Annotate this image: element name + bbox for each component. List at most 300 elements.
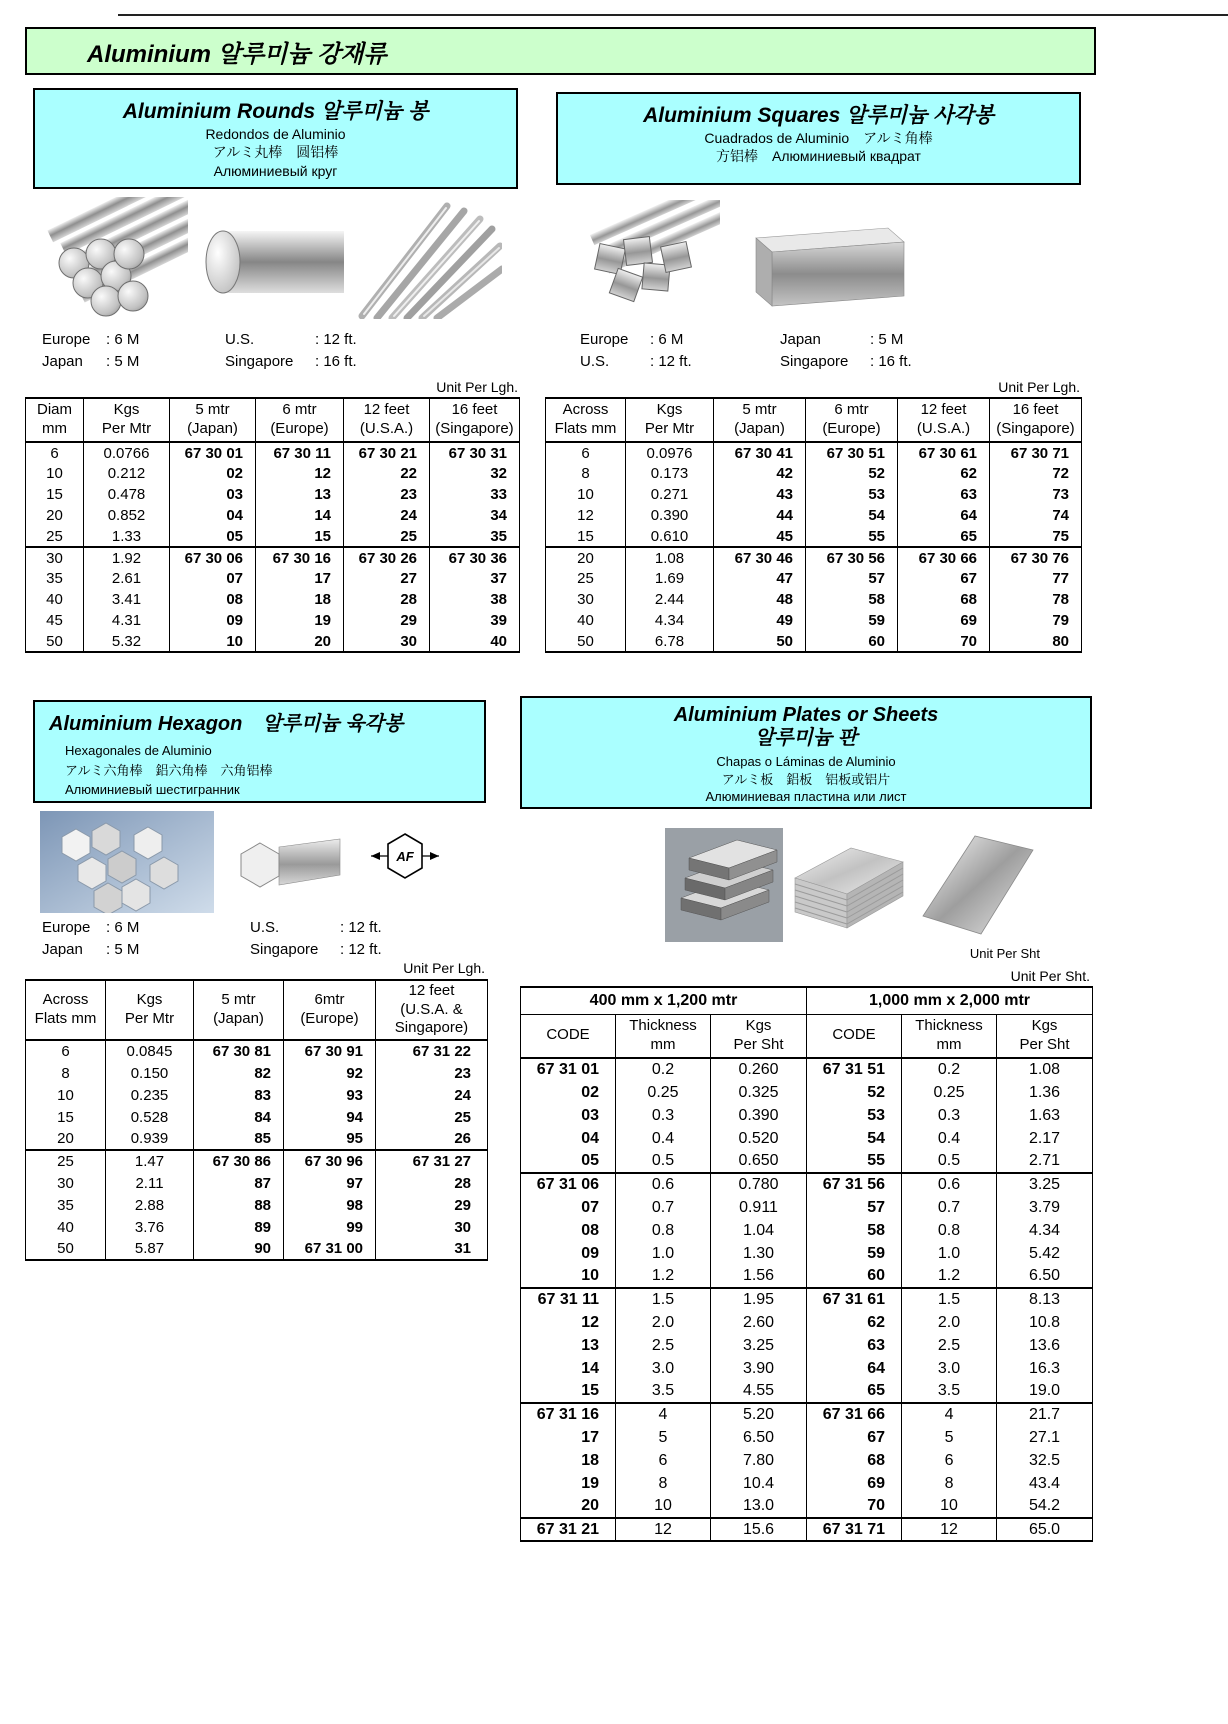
table-row	[546, 505, 1082, 526]
kgs-cell: 0.528	[106, 1106, 194, 1128]
code-cell: 12	[521, 1311, 616, 1334]
code-cell: 83	[194, 1084, 284, 1106]
table-row	[521, 1242, 1093, 1265]
table-row	[521, 1150, 1093, 1173]
rounds-table-body	[26, 442, 520, 652]
code-cell: 67 30 96	[284, 1150, 376, 1172]
thickness-cell: 4	[902, 1403, 997, 1426]
length-line: Singapore : 16 ft.	[780, 353, 912, 370]
code-cell: 03	[170, 484, 256, 505]
plates-title-line1: Aluminium Plates or Sheets	[673, 704, 939, 726]
code-cell: 78	[990, 589, 1082, 610]
kgs-cell: 21.7	[997, 1403, 1093, 1426]
squares-subtitle: Cuadrados de Aluminio アルミ角棒	[704, 130, 933, 146]
table-row	[521, 1196, 1093, 1219]
code-cell: 52	[807, 1081, 902, 1104]
table-header-cell: 5 mtr (Japan)	[170, 398, 256, 442]
code-cell: 67 31 66	[807, 1403, 902, 1426]
kgs-cell: 7.80	[711, 1449, 807, 1472]
thickness-cell: 0.4	[902, 1127, 997, 1150]
kgs-cell: 4.34	[626, 610, 714, 631]
code-cell: 68	[807, 1449, 902, 1472]
table-row	[521, 1219, 1093, 1242]
flats-cell: 30	[26, 1172, 106, 1194]
kgs-cell: 65.0	[997, 1518, 1093, 1541]
code-cell: 18	[256, 589, 344, 610]
thickness-cell: 0.8	[616, 1219, 711, 1242]
table-row	[26, 547, 520, 568]
code-cell: 04	[170, 505, 256, 526]
rounds-section-header	[33, 88, 518, 189]
table-row	[546, 442, 1082, 463]
plates-section-header	[520, 696, 1092, 809]
table-header-cell: Thickness mm	[902, 1014, 997, 1058]
code-cell: 67 30 41	[714, 442, 806, 463]
kgs-cell: 13.0	[711, 1495, 807, 1518]
code-cell: 29	[344, 610, 430, 631]
code-cell: 67 31 22	[376, 1040, 488, 1062]
code-cell: 43	[714, 484, 806, 505]
table-row	[521, 1081, 1093, 1104]
across-flats-diagram	[368, 827, 442, 885]
thickness-cell: 0.5	[902, 1150, 997, 1173]
code-cell: 67 30 36	[430, 547, 520, 568]
kgs-cell: 2.71	[997, 1150, 1093, 1173]
code-cell: 30	[376, 1216, 488, 1238]
code-cell: 07	[521, 1196, 616, 1219]
table-row	[546, 610, 1082, 631]
code-cell: 67 30 46	[714, 547, 806, 568]
code-cell: 45	[714, 526, 806, 547]
squares-table	[545, 397, 1082, 653]
code-cell: 02	[170, 463, 256, 484]
code-cell: 52	[806, 463, 898, 484]
code-cell: 58	[806, 589, 898, 610]
code-cell: 31	[376, 1238, 488, 1260]
kgs-cell: 0.0976	[626, 442, 714, 463]
kgs-cell: 32.5	[997, 1449, 1093, 1472]
code-cell: 63	[898, 484, 990, 505]
squares-section-header	[556, 92, 1081, 185]
table-header-cell: Across Flats mm	[546, 398, 626, 442]
kgs-cell: 1.30	[711, 1242, 807, 1265]
thickness-cell: 12	[902, 1518, 997, 1541]
kgs-cell: 1.08	[626, 547, 714, 568]
length-line: Japan : 5 M	[780, 331, 904, 348]
kgs-cell: 1.56	[711, 1265, 807, 1288]
kgs-cell: 1.92	[84, 547, 170, 568]
group-header-cell: 400 mm x 1,200 mtr	[521, 987, 807, 1014]
code-cell: 67 30 81	[194, 1040, 284, 1062]
code-cell: 69	[898, 610, 990, 631]
table-header-cell: Kgs Per Mtr	[626, 398, 714, 442]
code-cell: 35	[430, 526, 520, 547]
thickness-cell: 2.5	[616, 1334, 711, 1357]
kgs-cell: 0.271	[626, 484, 714, 505]
thickness-cell: 3.0	[902, 1357, 997, 1380]
table-row	[26, 589, 520, 610]
code-cell: 62	[898, 463, 990, 484]
page-top-rule	[118, 14, 1228, 16]
table-row	[26, 610, 520, 631]
squares-subtitle: 方铝棒 Алюминиевый квадрат	[716, 148, 921, 165]
thickness-cell: 5	[902, 1426, 997, 1449]
kgs-cell: 0.173	[626, 463, 714, 484]
code-cell: 67 31 00	[284, 1238, 376, 1260]
kgs-cell: 3.90	[711, 1357, 807, 1380]
code-cell: 65	[898, 526, 990, 547]
kgs-cell: 0.260	[711, 1058, 807, 1081]
table-header-cell: 12 feet (U.S.A.)	[898, 398, 990, 442]
code-cell: 09	[521, 1242, 616, 1265]
code-cell: 28	[344, 589, 430, 610]
table-row	[521, 1265, 1093, 1288]
diam-cell: 15	[26, 484, 84, 505]
code-cell: 05	[521, 1150, 616, 1173]
kgs-cell: 6.50	[997, 1265, 1093, 1288]
code-cell: 97	[284, 1172, 376, 1194]
kgs-cell: 0.325	[711, 1081, 807, 1104]
kgs-cell: 0.911	[711, 1196, 807, 1219]
table-row	[546, 526, 1082, 547]
table-row	[26, 1106, 488, 1128]
code-cell: 67 30 86	[194, 1150, 284, 1172]
kgs-cell: 4.31	[84, 610, 170, 631]
code-cell: 44	[714, 505, 806, 526]
hexagon-length-left	[42, 917, 139, 961]
flats-cell: 6	[26, 1040, 106, 1062]
code-cell: 50	[714, 631, 806, 652]
table-header-cell: 16 feet (Singapore)	[430, 398, 520, 442]
squares-length-right	[780, 329, 912, 373]
flats-cell: 40	[546, 610, 626, 631]
table-row	[521, 1426, 1093, 1449]
code-cell: 85	[194, 1128, 284, 1150]
kgs-cell: 5.32	[84, 631, 170, 652]
code-cell: 75	[990, 526, 1082, 547]
code-cell: 87	[194, 1172, 284, 1194]
code-cell: 84	[194, 1106, 284, 1128]
kgs-cell: 0.0845	[106, 1040, 194, 1062]
thickness-cell: 3.5	[616, 1380, 711, 1403]
code-cell: 23	[344, 484, 430, 505]
code-cell: 67 31 16	[521, 1403, 616, 1426]
table-header-cell: 5 mtr (Japan)	[714, 398, 806, 442]
hexagon-photo-single-bar	[228, 819, 346, 909]
hexagon-photo-bundle	[40, 811, 214, 913]
flats-cell: 35	[26, 1194, 106, 1216]
code-cell: 29	[376, 1194, 488, 1216]
flats-cell: 40	[26, 1216, 106, 1238]
code-cell: 70	[807, 1495, 902, 1518]
kgs-cell: 5.20	[711, 1403, 807, 1426]
kgs-cell: 2.17	[997, 1127, 1093, 1150]
plates-subtitle: アルミ板 鋁板 铝板或铝片	[721, 771, 891, 787]
thickness-cell: 5	[616, 1426, 711, 1449]
code-cell: 34	[430, 505, 520, 526]
code-cell: 25	[344, 526, 430, 547]
code-cell: 30	[344, 631, 430, 652]
flats-cell: 15	[26, 1106, 106, 1128]
code-cell: 64	[807, 1357, 902, 1380]
code-cell: 67 31 27	[376, 1150, 488, 1172]
table-row	[521, 1311, 1093, 1334]
table-row	[521, 1104, 1093, 1127]
rounds-subtitle: Redondos de Aluminio	[205, 126, 346, 142]
length-line: Singapore : 12 ft.	[250, 941, 382, 958]
kgs-cell: 6.78	[626, 631, 714, 652]
flats-cell: 20	[546, 547, 626, 568]
rounds-photos	[36, 197, 502, 319]
diam-cell: 20	[26, 505, 84, 526]
flats-cell: 12	[546, 505, 626, 526]
code-cell: 25	[376, 1106, 488, 1128]
diam-cell: 50	[26, 631, 84, 652]
kgs-cell: 0.150	[106, 1062, 194, 1084]
code-cell: 15	[256, 526, 344, 547]
squares-photo-single-bar	[738, 204, 910, 316]
code-cell: 70	[898, 631, 990, 652]
kgs-cell: 1.63	[997, 1104, 1093, 1127]
thickness-cell: 0.6	[902, 1173, 997, 1196]
code-cell: 67 31 01	[521, 1058, 616, 1081]
code-cell: 67 30 26	[344, 547, 430, 568]
kgs-cell: 0.390	[626, 505, 714, 526]
code-cell: 67 30 01	[170, 442, 256, 463]
code-cell: 79	[990, 610, 1082, 631]
kgs-cell: 27.1	[997, 1426, 1093, 1449]
code-cell: 32	[430, 463, 520, 484]
table-row	[26, 568, 520, 589]
thickness-cell: 0.4	[616, 1127, 711, 1150]
hexagon-photos	[40, 811, 442, 913]
thickness-cell: 0.5	[616, 1150, 711, 1173]
kgs-cell: 2.88	[106, 1194, 194, 1216]
table-row	[546, 484, 1082, 505]
thickness-cell: 0.3	[902, 1104, 997, 1127]
code-cell: 28	[376, 1172, 488, 1194]
kgs-cell: 3.76	[106, 1216, 194, 1238]
code-cell: 39	[430, 610, 520, 631]
code-cell: 67 31 61	[807, 1288, 902, 1311]
code-cell: 33	[430, 484, 520, 505]
thickness-cell: 0.8	[902, 1219, 997, 1242]
plates-title-line2: 알루미늄 판	[754, 727, 858, 749]
plates-photo-single-sheet	[915, 828, 1039, 942]
length-line: Europe : 6 M	[42, 331, 140, 348]
af-label: AF	[396, 849, 414, 864]
thickness-cell: 1.5	[616, 1288, 711, 1311]
code-cell: 14	[521, 1357, 616, 1380]
thickness-cell: 10	[616, 1495, 711, 1518]
code-cell: 58	[807, 1219, 902, 1242]
thickness-cell: 0.2	[902, 1058, 997, 1081]
code-cell: 92	[284, 1062, 376, 1084]
code-cell: 64	[898, 505, 990, 526]
diam-cell: 40	[26, 589, 84, 610]
table-row	[521, 1288, 1093, 1311]
table-header-cell: Diam mm	[26, 398, 84, 442]
squares-photo-bundle	[575, 200, 720, 318]
table-row	[26, 463, 520, 484]
code-cell: 10	[521, 1265, 616, 1288]
plates-subtitle: Алюминиевая пластина или лист	[705, 789, 907, 805]
code-cell: 67	[807, 1426, 902, 1449]
thickness-cell: 0.2	[616, 1058, 711, 1081]
diam-cell: 25	[26, 526, 84, 547]
code-cell: 69	[807, 1472, 902, 1495]
plates-photo-stack-thin	[789, 828, 909, 942]
table-row	[521, 1518, 1093, 1541]
length-line: Singapore : 16 ft.	[225, 353, 357, 370]
table-header-cell: 16 feet (Singapore)	[990, 398, 1082, 442]
code-cell: 10	[170, 631, 256, 652]
hexagon-subtitle: アルミ六角棒 鋁六角棒 六角铝棒	[65, 762, 273, 778]
kgs-cell: 0.650	[711, 1150, 807, 1173]
table-row	[521, 1058, 1093, 1081]
flats-cell: 25	[546, 568, 626, 589]
thickness-cell: 3.5	[902, 1380, 997, 1403]
code-cell: 67 31 06	[521, 1173, 616, 1196]
thickness-cell: 0.3	[616, 1104, 711, 1127]
table-row	[546, 631, 1082, 652]
kgs-cell: 0.478	[84, 484, 170, 505]
kgs-cell: 16.3	[997, 1357, 1093, 1380]
table-row	[26, 526, 520, 547]
code-cell: 67 30 71	[990, 442, 1082, 463]
kgs-cell: 2.61	[84, 568, 170, 589]
code-cell: 67 31 56	[807, 1173, 902, 1196]
code-cell: 67 31 71	[807, 1518, 902, 1541]
code-cell: 57	[806, 568, 898, 589]
group-header-cell: 1,000 mm x 2,000 mtr	[807, 987, 1093, 1014]
thickness-cell: 8	[902, 1472, 997, 1495]
length-line: Japan : 5 M	[42, 941, 140, 958]
plates-photos	[665, 828, 1039, 942]
hexagon-subtitle: Алюминиевый шестигранник	[65, 782, 240, 797]
page-title-box	[25, 27, 1096, 75]
length-line: U.S. : 12 ft.	[250, 919, 382, 936]
code-cell: 02	[521, 1081, 616, 1104]
flats-cell: 30	[546, 589, 626, 610]
table-row	[26, 442, 520, 463]
hexagon-title: Aluminium Hexagon 알루미늄 육각봉	[49, 713, 404, 735]
code-cell: 48	[714, 589, 806, 610]
table-row	[521, 1403, 1093, 1426]
squares-table-header-row	[546, 398, 1082, 442]
code-cell: 20	[256, 631, 344, 652]
table-header-cell: Kgs Per Sht	[711, 1014, 807, 1058]
kgs-cell: 54.2	[997, 1495, 1093, 1518]
thickness-cell: 6	[902, 1449, 997, 1472]
table-row	[26, 1172, 488, 1194]
code-cell: 99	[284, 1216, 376, 1238]
kgs-cell: 3.79	[997, 1196, 1093, 1219]
code-cell: 53	[807, 1104, 902, 1127]
code-cell: 93	[284, 1084, 376, 1106]
code-cell: 67 30 31	[430, 442, 520, 463]
code-cell: 54	[806, 505, 898, 526]
code-cell: 59	[807, 1242, 902, 1265]
code-cell: 90	[194, 1238, 284, 1260]
code-cell: 55	[806, 526, 898, 547]
code-cell: 19	[521, 1472, 616, 1495]
kgs-cell: 3.25	[997, 1173, 1093, 1196]
code-cell: 53	[806, 484, 898, 505]
table-header-cell: Thickness mm	[616, 1014, 711, 1058]
hexagon-subtitles	[35, 741, 484, 800]
kgs-cell: 5.87	[106, 1238, 194, 1260]
table-row	[26, 631, 520, 652]
table-header-cell: 12 feet (U.S.A.)	[344, 398, 430, 442]
code-cell: 89	[194, 1216, 284, 1238]
thickness-cell: 12	[616, 1518, 711, 1541]
plates-table-body	[521, 1058, 1093, 1541]
hexagon-section-header	[33, 700, 486, 803]
rounds-photo-bundle	[36, 197, 188, 319]
table-row	[521, 1380, 1093, 1403]
code-cell: 72	[990, 463, 1082, 484]
plates-photo-stack-thick	[665, 828, 783, 942]
length-line: Europe : 6 M	[580, 331, 684, 348]
code-cell: 55	[807, 1150, 902, 1173]
code-cell: 24	[376, 1084, 488, 1106]
thickness-cell: 1.0	[902, 1242, 997, 1265]
plates-subtitle: Chapas o Láminas de Aluminio	[716, 754, 896, 769]
kgs-cell: 0.852	[84, 505, 170, 526]
code-cell: 80	[990, 631, 1082, 652]
kgs-cell: 1.08	[997, 1058, 1093, 1081]
rounds-length-left	[42, 329, 139, 373]
kgs-cell: 2.44	[626, 589, 714, 610]
kgs-cell: 2.11	[106, 1172, 194, 1194]
code-cell: 22	[344, 463, 430, 484]
flats-cell: 10	[546, 484, 626, 505]
kgs-cell: 1.47	[106, 1150, 194, 1172]
code-cell: 95	[284, 1128, 376, 1150]
code-cell: 60	[806, 631, 898, 652]
table-row	[26, 1150, 488, 1172]
flats-cell: 8	[546, 463, 626, 484]
table-row	[521, 1173, 1093, 1196]
table-row	[26, 1194, 488, 1216]
kgs-cell: 0.520	[711, 1127, 807, 1150]
rounds-photo-thin-rods	[352, 201, 502, 319]
flats-cell: 50	[26, 1238, 106, 1260]
length-line: U.S. : 12 ft.	[225, 331, 357, 348]
flats-cell: 50	[546, 631, 626, 652]
kgs-cell: 4.55	[711, 1380, 807, 1403]
code-cell: 05	[170, 526, 256, 547]
code-cell: 63	[807, 1334, 902, 1357]
rounds-title: Aluminium Rounds 알루미늄 봉	[122, 100, 429, 123]
code-cell: 67 31 11	[521, 1288, 616, 1311]
thickness-cell: 0.6	[616, 1173, 711, 1196]
code-cell: 13	[256, 484, 344, 505]
table-row	[26, 484, 520, 505]
kgs-cell: 8.13	[997, 1288, 1093, 1311]
code-cell: 49	[714, 610, 806, 631]
flats-cell: 25	[26, 1150, 106, 1172]
table-header-cell: 6mtr (Europe)	[284, 980, 376, 1040]
thickness-cell: 8	[616, 1472, 711, 1495]
thickness-cell: 0.7	[902, 1196, 997, 1219]
hexagon-length-right	[250, 917, 382, 961]
table-row	[26, 1062, 488, 1084]
code-cell: 47	[714, 568, 806, 589]
kgs-cell: 0.0766	[84, 442, 170, 463]
code-cell: 65	[807, 1380, 902, 1403]
